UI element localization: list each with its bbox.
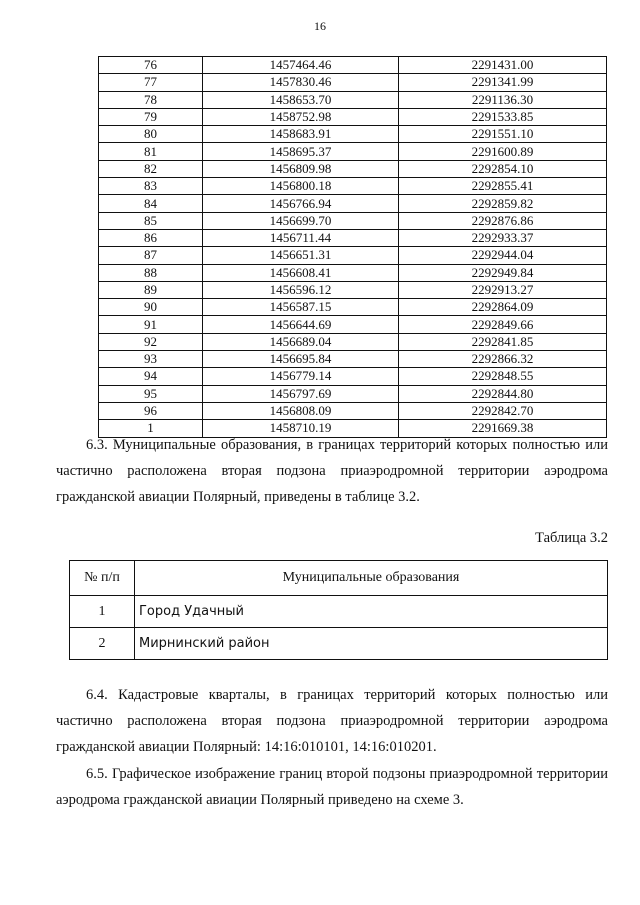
table-header-row [70, 561, 608, 596]
y-coordinate-cell: 2291600.89 [399, 143, 607, 160]
y-coordinate-cell: 2291669.38 [399, 420, 607, 437]
x-coordinate-cell: 1458683.91 [203, 126, 399, 143]
point-number-cell: 76 [99, 57, 203, 74]
paragraph-6-5 [56, 761, 608, 813]
table-row [99, 178, 607, 195]
table-row [99, 247, 607, 264]
x-coordinate-cell: 1456699.70 [203, 212, 399, 229]
y-coordinate-cell: 2292854.10 [399, 160, 607, 177]
table-row [99, 281, 607, 298]
table-row [99, 91, 607, 108]
table-row [99, 212, 607, 229]
municipalities-table [69, 560, 608, 660]
table-row [99, 143, 607, 160]
table-row [99, 160, 607, 177]
y-coordinate-cell: 2292841.85 [399, 333, 607, 350]
y-coordinate-cell: 2292866.32 [399, 351, 607, 368]
point-number-cell: 81 [99, 143, 203, 160]
row-name: Город Удачный [135, 596, 608, 628]
y-coordinate-cell: 2292864.09 [399, 299, 607, 316]
table-row [99, 195, 607, 212]
table-row [99, 351, 607, 368]
x-coordinate-cell: 1456608.41 [203, 264, 399, 281]
row-name: Мирнинский район [135, 628, 608, 660]
header-name: Муниципальные образования [135, 561, 608, 596]
point-number-cell: 78 [99, 91, 203, 108]
x-coordinate-cell: 1457830.46 [203, 74, 399, 91]
x-coordinate-cell: 1456689.04 [203, 333, 399, 350]
point-number-cell: 88 [99, 264, 203, 281]
page-number: 16 [314, 19, 326, 33]
table-row [99, 74, 607, 91]
y-coordinate-cell: 2291341.99 [399, 74, 607, 91]
point-number-cell: 90 [99, 299, 203, 316]
paragraph-6-4 [56, 682, 608, 760]
y-coordinate-cell: 2291533.85 [399, 108, 607, 125]
row-num: 2 [70, 628, 135, 660]
point-number-cell: 93 [99, 351, 203, 368]
point-number-cell: 85 [99, 212, 203, 229]
point-number-cell: 84 [99, 195, 203, 212]
point-number-cell: 87 [99, 247, 203, 264]
table-row [99, 57, 607, 74]
x-coordinate-cell: 1456695.84 [203, 351, 399, 368]
point-number-cell: 92 [99, 333, 203, 350]
table-row [99, 299, 607, 316]
point-number-cell: 94 [99, 368, 203, 385]
x-coordinate-cell: 1456587.15 [203, 299, 399, 316]
x-coordinate-cell: 1456808.09 [203, 402, 399, 419]
table-caption: Таблица 3.2 [535, 530, 608, 546]
y-coordinate-cell: 2292849.66 [399, 316, 607, 333]
x-coordinate-cell: 1456800.18 [203, 178, 399, 195]
table-row [99, 126, 607, 143]
x-coordinate-cell: 1457464.46 [203, 57, 399, 74]
x-coordinate-cell: 1456651.31 [203, 247, 399, 264]
y-coordinate-cell: 2291136.30 [399, 91, 607, 108]
y-coordinate-cell: 2292842.70 [399, 402, 607, 419]
x-coordinate-cell: 1456797.69 [203, 385, 399, 402]
table-row [99, 229, 607, 246]
point-number-cell: 79 [99, 108, 203, 125]
x-coordinate-cell: 1456711.44 [203, 229, 399, 246]
table-row [99, 333, 607, 350]
x-coordinate-cell: 1456809.98 [203, 160, 399, 177]
point-number-cell: 86 [99, 229, 203, 246]
point-number-cell: 1 [99, 420, 203, 437]
table-row [99, 108, 607, 125]
y-coordinate-cell: 2292933.37 [399, 229, 607, 246]
header-num: № п/п [70, 561, 135, 596]
x-coordinate-cell: 1456644.69 [203, 316, 399, 333]
x-coordinate-cell: 1456779.14 [203, 368, 399, 385]
x-coordinate-cell: 1458695.37 [203, 143, 399, 160]
y-coordinate-cell: 2292848.55 [399, 368, 607, 385]
point-number-cell: 89 [99, 281, 203, 298]
point-number-cell: 96 [99, 402, 203, 419]
paragraph-6-5-text: 6.5. Графическое изображение границ второй подзоны приаэродромной территории аэродрома гражданской авиации Полярный приведено на схеме 3. [56, 766, 608, 808]
x-coordinate-cell: 1458752.98 [203, 108, 399, 125]
y-coordinate-cell: 2292944.04 [399, 247, 607, 264]
y-coordinate-cell: 2292855.41 [399, 178, 607, 195]
y-coordinate-cell: 2291551.10 [399, 126, 607, 143]
table-row [99, 368, 607, 385]
x-coordinate-cell: 1456596.12 [203, 281, 399, 298]
y-coordinate-cell: 2292844.80 [399, 385, 607, 402]
x-coordinate-cell: 1458653.70 [203, 91, 399, 108]
table-row [99, 402, 607, 419]
y-coordinate-cell: 2291431.00 [399, 57, 607, 74]
point-number-cell: 95 [99, 385, 203, 402]
row-num: 1 [70, 596, 135, 628]
point-number-cell: 77 [99, 74, 203, 91]
y-coordinate-cell: 2292859.82 [399, 195, 607, 212]
paragraph-6-4-text: 6.4. Кадастровые кварталы, в границах территорий которых полностью или частично расположена вторая подзона приаэродромной территории аэродрома гражданской авиации Полярный: 14:16:010101, 14:16:010201. [56, 687, 608, 755]
point-number-cell: 91 [99, 316, 203, 333]
paragraph-6-3-text: 6.3. Муниципальные образования, в границах территорий которых полностью или частично расположена вторая подзона приаэродромной территории аэродрома гражданской авиации Полярный, приведены в таблице 3.2. [56, 437, 608, 505]
x-coordinate-cell: 1458710.19 [203, 420, 399, 437]
paragraph-6-3 [56, 432, 608, 510]
y-coordinate-cell: 2292949.84 [399, 264, 607, 281]
table-row [99, 385, 607, 402]
table-row [99, 316, 607, 333]
table-row [70, 596, 608, 628]
point-number-cell: 80 [99, 126, 203, 143]
x-coordinate-cell: 1456766.94 [203, 195, 399, 212]
y-coordinate-cell: 2292913.27 [399, 281, 607, 298]
point-number-cell: 82 [99, 160, 203, 177]
point-number-cell: 83 [99, 178, 203, 195]
coordinates-table [98, 56, 607, 438]
table-row [99, 264, 607, 281]
table-row [70, 628, 608, 660]
y-coordinate-cell: 2292876.86 [399, 212, 607, 229]
